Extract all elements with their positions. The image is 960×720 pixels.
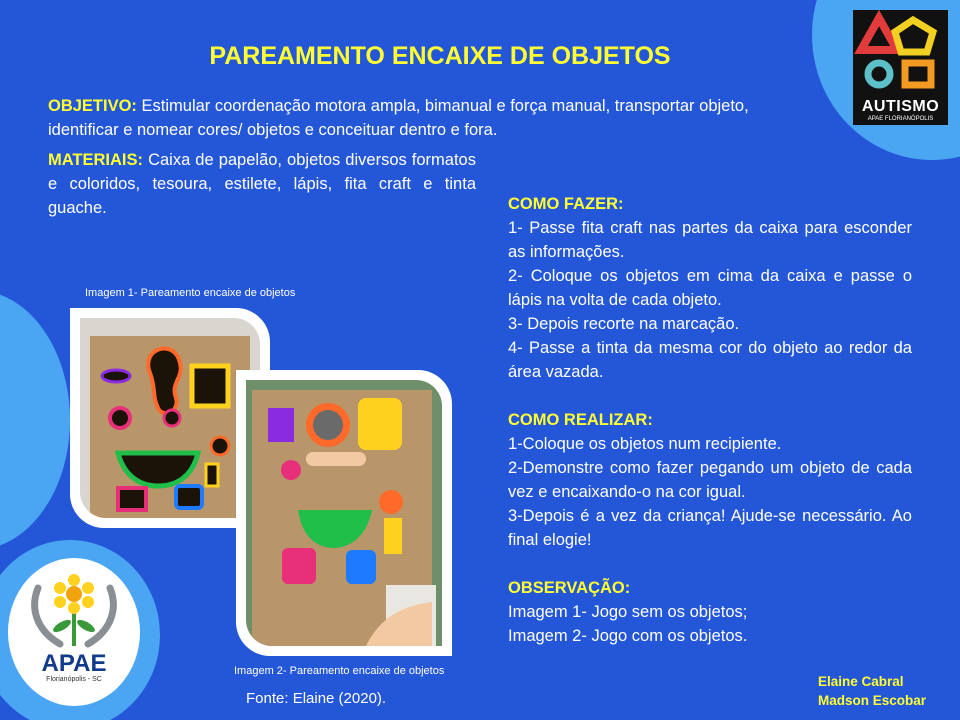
observacao-label: OBSERVAÇÃO: [508, 579, 631, 597]
materiais-text: Caixa de papelão, objetos diversos formatos e coloridos, tesoura, estilete, lápis, fita craft e tinta guache. [48, 151, 476, 217]
objetivo-section [48, 94, 818, 142]
image1-caption: Imagem 1- Pareamento encaixe de objetos [85, 287, 296, 299]
photo-2-image [246, 380, 442, 646]
como-realizar-step: 3-Depois é a vez da criança! Ajude-se necessário. Ao final elogie! [508, 507, 912, 549]
materiais-section [48, 148, 476, 220]
photo-2 [236, 370, 452, 656]
como-fazer-label: COMO FAZER: [508, 195, 624, 213]
como-fazer-step: 4- Passe a tinta da mesma cor do objeto ao redor da área vazada. [508, 339, 912, 381]
photo-1-image [80, 318, 260, 518]
image2-caption: Imagem 2- Pareamento encaixe de objetos [234, 665, 445, 677]
como-realizar-step: 2-Demonstre como fazer pegando um objeto de cada vez e encaixando-o na cor igual. [508, 459, 912, 501]
como-realizar-step: 1-Coloque os objetos num recipiente. [508, 435, 782, 453]
como-fazer-step: 2- Coloque os objetos em cima da caixa e passe o lápis na volta de cada objeto. [508, 267, 912, 309]
apae-logo [8, 558, 140, 706]
authors [818, 672, 926, 710]
source-credit: Fonte: Elaine (2020). [246, 690, 387, 707]
como-fazer-step: 3- Depois recorte na marcação. [508, 315, 740, 333]
como-realizar-label: COMO REALIZAR: [508, 411, 653, 429]
page-title: PAREAMENTO ENCAIXE DE OBJETOS [209, 42, 671, 70]
apae-logo-word: APAE [41, 650, 107, 677]
apae-logo-sub: Florianópolis - SC [46, 676, 102, 683]
objetivo-text: Estimular coordenação motora ampla, bimanual e força manual, transportar objeto, identificar e nomear cores/ objetos e conceituar dentro e fora. [48, 97, 749, 139]
instructions-column [508, 192, 912, 648]
materiais-label: MATERIAIS: [48, 151, 144, 169]
observacao-line: Imagem 2- Jogo com os objetos. [508, 627, 748, 645]
apae-flower-hands-icon [8, 558, 140, 652]
author-name: Elaine Cabral [818, 674, 904, 689]
author-name: Madson Escobar [818, 693, 927, 708]
autismo-logo-sub: APAE FLORIANÓPOLIS [867, 116, 934, 122]
decorative-blob-left [0, 290, 70, 550]
objetivo-label: OBJETIVO: [48, 97, 137, 115]
como-fazer-step: 1- Passe fita craft nas partes da caixa para esconder as informações. [508, 219, 912, 261]
observacao-line: Imagem 1- Jogo sem os objetos; [508, 603, 748, 621]
autismo-logo-word: AUTISMO [861, 98, 940, 115]
